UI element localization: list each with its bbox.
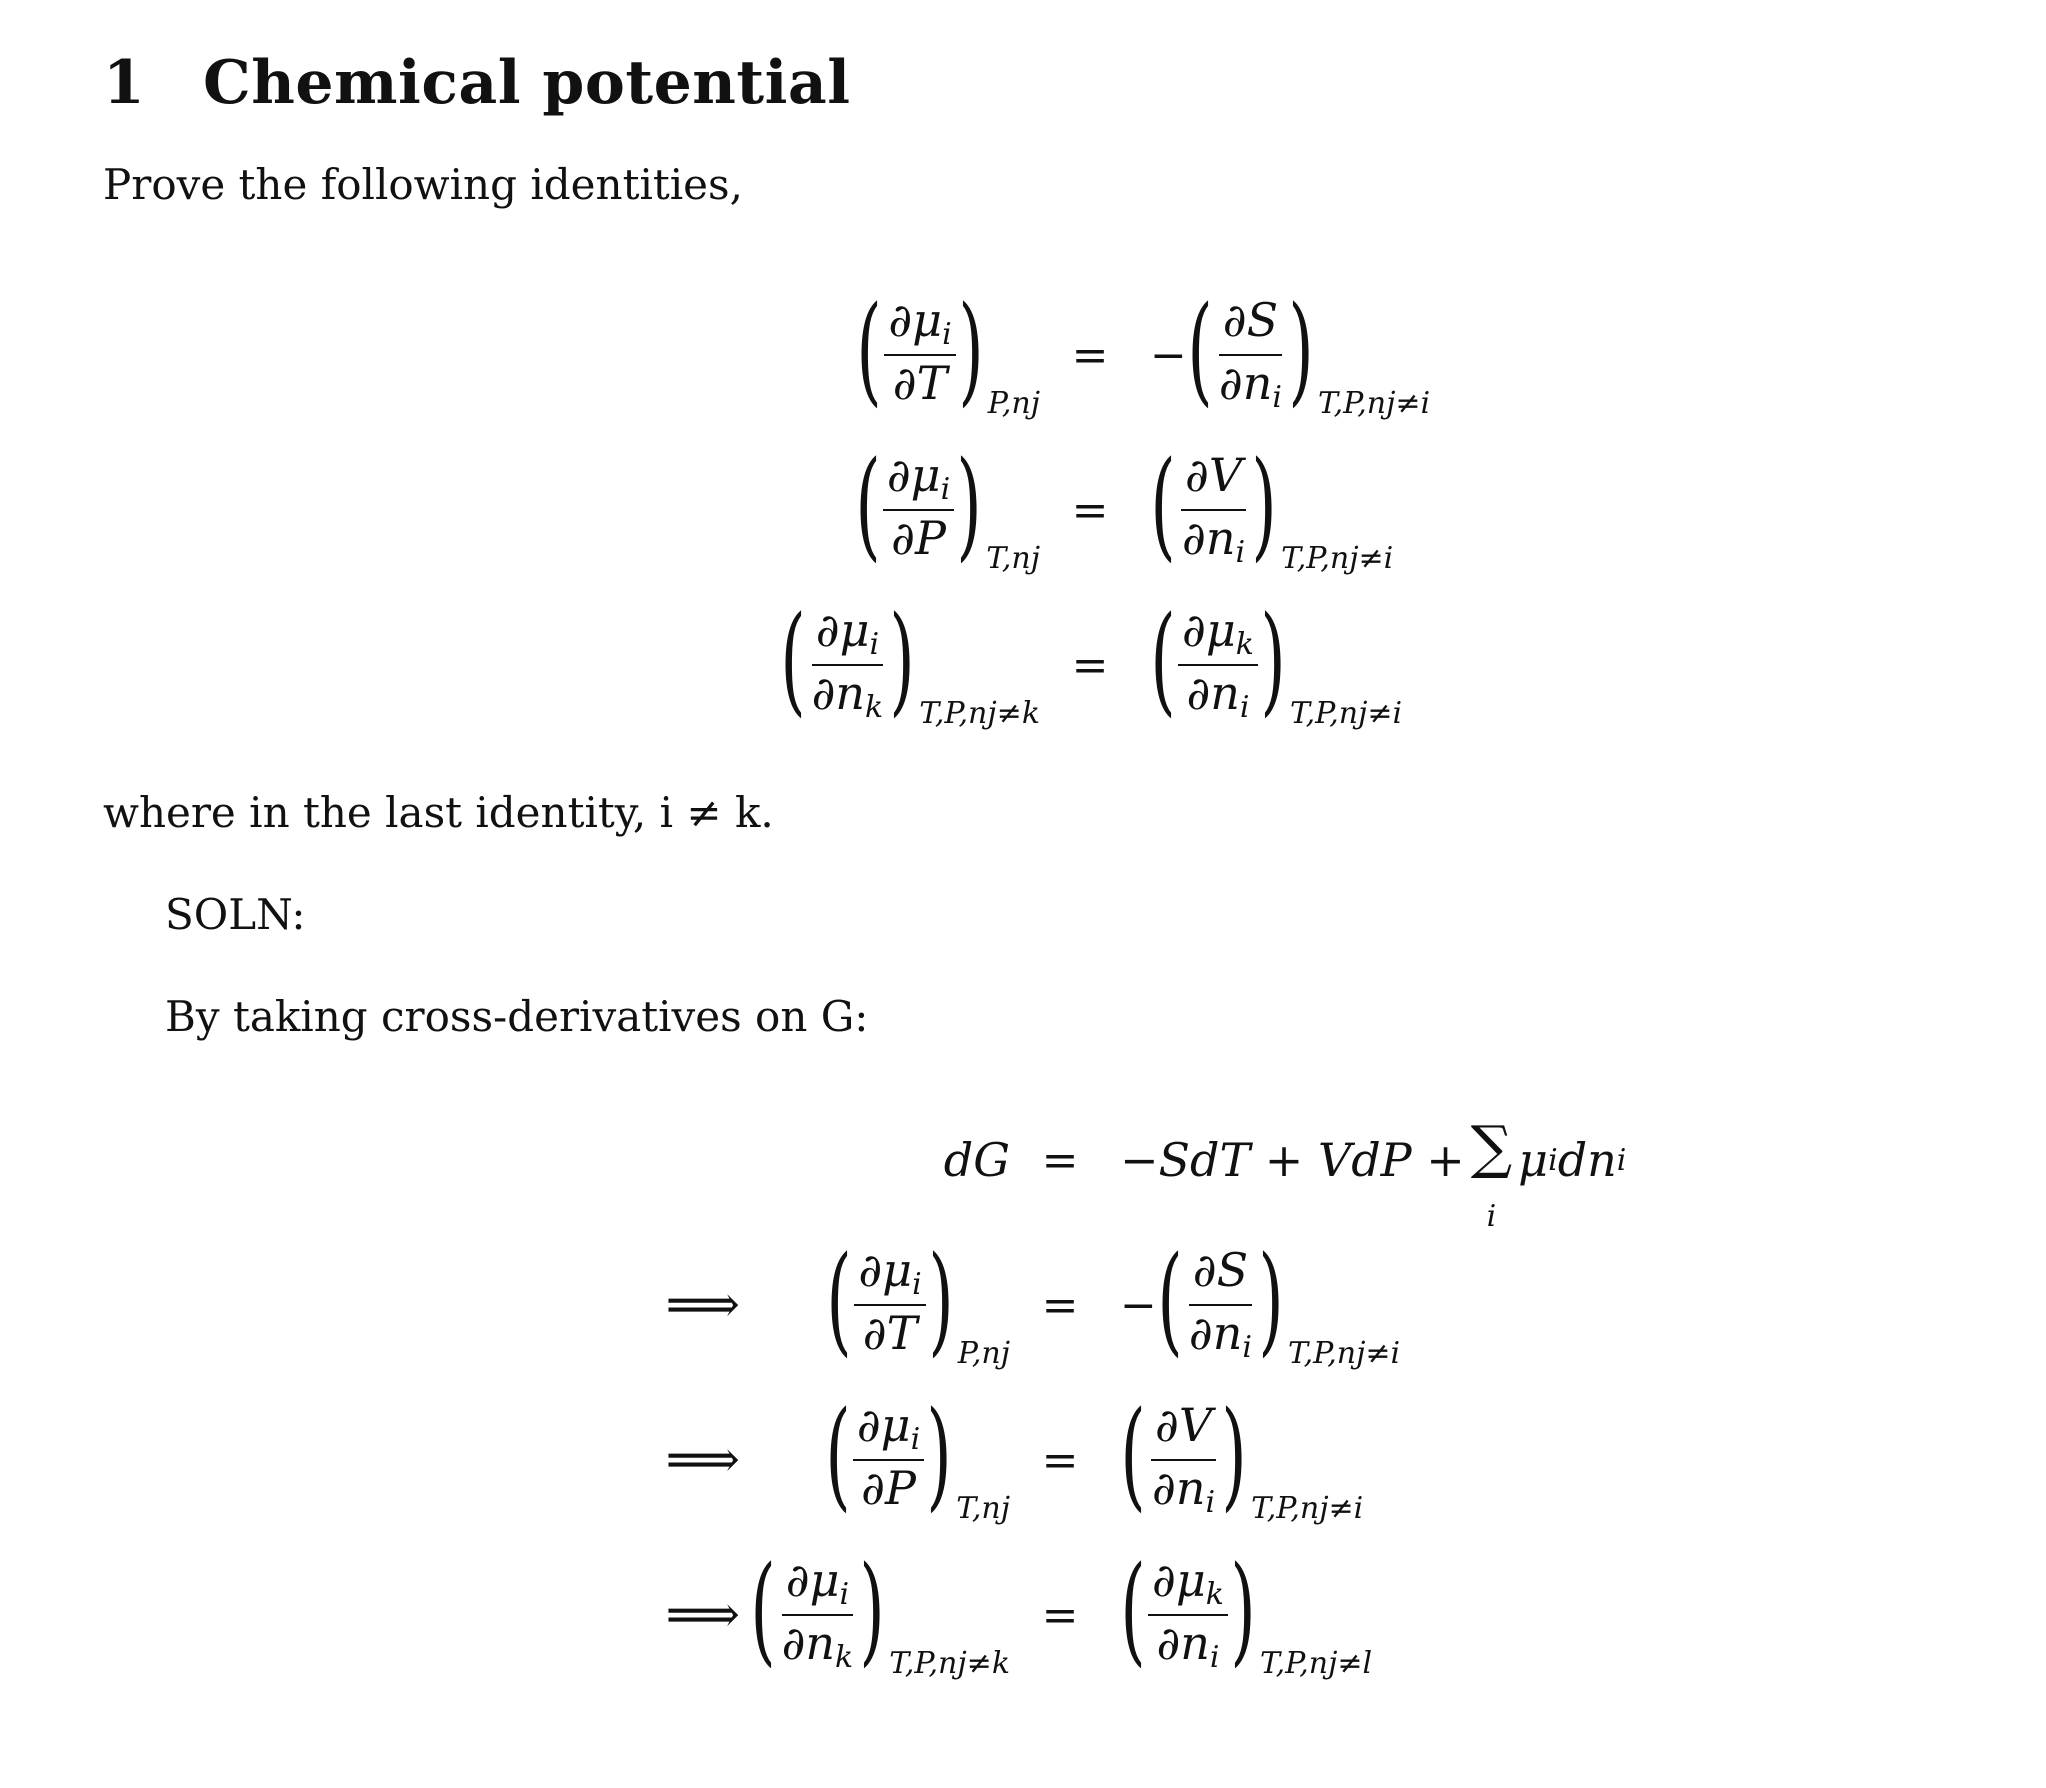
- lhs-numerator: [854, 1242, 925, 1306]
- lhs-held-constant: P,nj: [987, 386, 1040, 421]
- lhs-numerator-subscript: i: [942, 316, 952, 352]
- lhs-denominator-text: ∂n: [781, 1616, 836, 1670]
- dg-equals: =: [1041, 1134, 1079, 1186]
- rhs-numerator: [1148, 1552, 1228, 1616]
- dg-lhs: dG: [943, 1133, 1010, 1187]
- rhs-denominator-subscript: i: [1242, 1330, 1252, 1365]
- equation-rhs: [1150, 590, 1403, 735]
- lhs-fraction: [848, 1242, 931, 1365]
- right-paren: ): [1221, 1385, 1247, 1523]
- equation-rhs: [1150, 435, 1394, 580]
- equals-sign: =: [1071, 329, 1109, 381]
- equation-lhs: [670, 1385, 1010, 1530]
- sum-operator: [1470, 1113, 1513, 1234]
- lhs-derivative: [779, 590, 915, 728]
- lhs-denominator: [887, 511, 950, 569]
- left-paren: (: [1150, 590, 1176, 728]
- dg-mu-sub: i: [1548, 1142, 1558, 1178]
- lhs-numerator: [853, 1397, 924, 1461]
- lhs-held-constant: T,P,nj≠k: [919, 696, 1040, 731]
- equation-lhs: [700, 280, 1040, 425]
- lhs-numerator-subscript: i: [912, 1266, 922, 1302]
- rhs-denominator-text: ∂n: [1188, 1306, 1243, 1360]
- rhs-denominator-subscript: i: [1205, 1485, 1216, 1520]
- lhs-denominator-subscript: k: [865, 690, 884, 725]
- rhs-numerator-text: ∂V: [1155, 1397, 1213, 1452]
- lhs-derivative: [826, 1230, 954, 1368]
- section-heading: [103, 48, 851, 118]
- lhs-numerator-text: ∂μ: [785, 1552, 840, 1607]
- lhs-numerator-subscript: i: [910, 1421, 921, 1457]
- rhs-numerator-text: ∂S: [1222, 292, 1279, 347]
- section-number: 1: [103, 48, 146, 118]
- rhs-derivative: [1150, 590, 1286, 728]
- left-paren: (: [779, 590, 806, 728]
- rhs-fraction: [1142, 1552, 1234, 1675]
- right-paren: ): [926, 1385, 952, 1523]
- minus-sign: −: [1150, 329, 1187, 381]
- equation-rhs: [1120, 1230, 1401, 1375]
- rhs-held-constant: T,P,nj≠i: [1289, 696, 1403, 731]
- right-paren: ): [889, 590, 915, 728]
- lhs-derivative: [856, 280, 984, 418]
- rhs-denominator-subscript: i: [1235, 535, 1246, 570]
- right-paren: ): [1260, 590, 1286, 728]
- lhs-denominator-text: ∂P: [861, 1461, 916, 1515]
- rhs-denominator: [1185, 1306, 1256, 1364]
- rhs-denominator-text: ∂n: [1186, 666, 1240, 720]
- rhs-derivative: [1120, 1385, 1247, 1523]
- equals-sign: =: [1041, 1434, 1079, 1486]
- soln-label: SOLN:: [165, 890, 306, 939]
- equation-lhs: [700, 435, 1040, 580]
- rhs-held-constant: T,P,nj≠i: [1281, 541, 1394, 576]
- rhs-numerator: [1189, 1242, 1252, 1306]
- rhs-derivative: [1187, 280, 1314, 418]
- lhs-numerator-text: ∂μ: [858, 1242, 913, 1297]
- right-paren: ): [1258, 1230, 1284, 1368]
- rhs-numerator: [1181, 447, 1246, 511]
- lhs-numerator: [883, 447, 954, 511]
- rhs-numerator-text: ∂S: [1192, 1242, 1249, 1297]
- lhs-derivative: [749, 1540, 885, 1678]
- rhs-derivative: [1120, 1540, 1256, 1678]
- equation-lhs: [700, 590, 1040, 735]
- dg-mu: μ: [1518, 1133, 1549, 1187]
- lhs-numerator-subscript: i: [940, 471, 951, 507]
- equation-lhs: [670, 1540, 1010, 1685]
- dg-dn-sub: i: [1616, 1142, 1627, 1178]
- rhs-denominator-subscript: i: [1239, 690, 1250, 725]
- right-paren: ): [1230, 1540, 1256, 1678]
- lhs-numerator: [884, 292, 955, 356]
- rhs-denominator-subscript: i: [1209, 1640, 1220, 1675]
- lhs-numerator-subscript: i: [839, 1576, 850, 1612]
- implies-arrow: ⟹: [665, 1430, 740, 1490]
- rhs-fraction: [1209, 292, 1292, 415]
- minus-sign: −: [1120, 1279, 1157, 1331]
- lhs-fraction: [772, 1552, 864, 1675]
- right-paren: ): [1251, 435, 1277, 573]
- lhs-held-constant: T,P,nj≠k: [889, 1646, 1010, 1681]
- rhs-fraction: [1172, 447, 1255, 570]
- rhs-denominator: [1148, 1461, 1219, 1519]
- lhs-derivative: [825, 1385, 952, 1523]
- rhs-denominator-text: ∂n: [1152, 1461, 1206, 1515]
- lhs-numerator-subscript: i: [869, 626, 880, 662]
- lhs-fraction: [802, 602, 894, 725]
- right-paren: ): [956, 435, 982, 573]
- rhs-derivative: [1157, 1230, 1284, 1368]
- rhs-held-constant: T,P,nj≠i: [1318, 386, 1431, 421]
- left-paren: (: [749, 1540, 776, 1678]
- lhs-fraction: [877, 447, 960, 570]
- lhs-denominator-subscript: k: [835, 1640, 854, 1675]
- dg-rhs-terms: −SdT + VdP +: [1120, 1133, 1465, 1187]
- dg-rhs: [1120, 1113, 1627, 1234]
- left-paren: (: [855, 435, 881, 573]
- note-text: where in the last identity, i ≠ k.: [103, 788, 774, 837]
- rhs-numerator: [1219, 292, 1282, 356]
- left-paren: (: [1150, 435, 1176, 573]
- lhs-numerator: [782, 1552, 853, 1616]
- lhs-held-constant: P,nj: [957, 1336, 1010, 1371]
- rhs-held-constant: T,P,nj≠i: [1288, 1336, 1401, 1371]
- dg-equation: [0, 1113, 2046, 1234]
- rhs-numerator-text: ∂V: [1185, 447, 1243, 502]
- intro-text: Prove the following identities,: [103, 160, 743, 209]
- lhs-denominator: [808, 666, 888, 724]
- rhs-held-constant: T,P,nj≠l: [1259, 1646, 1373, 1681]
- lhs-held-constant: T,nj: [986, 541, 1040, 576]
- rhs-denominator-text: ∂n: [1218, 356, 1273, 410]
- rhs-numerator: [1178, 602, 1258, 666]
- lhs-denominator: [857, 1461, 920, 1519]
- lhs-denominator: [859, 1306, 921, 1364]
- equation-rhs: [1150, 280, 1431, 425]
- left-paren: (: [1157, 1230, 1183, 1368]
- lhs-denominator-text: ∂T: [862, 1306, 918, 1360]
- lhs-derivative: [855, 435, 982, 573]
- lhs-denominator: [889, 356, 951, 414]
- rhs-denominator: [1152, 1616, 1223, 1674]
- lhs-denominator-text: ∂P: [891, 511, 946, 565]
- rhs-fraction: [1172, 602, 1264, 725]
- lhs-denominator: [778, 1616, 858, 1674]
- lhs-numerator-text: ∂μ: [815, 602, 870, 657]
- rhs-held-constant: T,P,nj≠i: [1251, 1491, 1364, 1526]
- equals-sign: =: [1041, 1279, 1079, 1331]
- cross-text: By taking cross-derivatives on G:: [165, 992, 869, 1041]
- implies-arrow: ⟹: [665, 1585, 740, 1645]
- right-paren: ): [958, 280, 984, 418]
- dg-dn: dn: [1557, 1133, 1617, 1187]
- sum-index: i: [1486, 1199, 1497, 1234]
- equation-lhs: [670, 1230, 1010, 1375]
- lhs-numerator-text: ∂μ: [856, 1397, 911, 1452]
- implies-arrow: ⟹: [665, 1275, 740, 1335]
- lhs-fraction: [878, 292, 961, 415]
- rhs-numerator-text: ∂μ: [1182, 602, 1236, 657]
- equals-sign: =: [1071, 484, 1109, 536]
- right-paren: ): [1288, 280, 1314, 418]
- rhs-denominator: [1215, 356, 1286, 414]
- equation-rhs: [1120, 1385, 1364, 1530]
- equals-sign: =: [1071, 639, 1109, 691]
- right-paren: ): [859, 1540, 885, 1678]
- rhs-denominator-text: ∂n: [1182, 511, 1236, 565]
- rhs-denominator: [1182, 666, 1253, 724]
- lhs-numerator-text: ∂μ: [888, 292, 943, 347]
- rhs-numerator-subscript: k: [1205, 1576, 1224, 1612]
- lhs-denominator-text: ∂T: [892, 356, 948, 410]
- section-title: Chemical potential: [203, 48, 851, 118]
- left-paren: (: [1120, 1540, 1146, 1678]
- left-paren: (: [825, 1385, 851, 1523]
- lhs-numerator: [812, 602, 883, 666]
- rhs-numerator-subscript: k: [1235, 626, 1254, 662]
- right-paren: ): [928, 1230, 954, 1368]
- rhs-derivative: [1150, 435, 1277, 573]
- left-paren: (: [1120, 1385, 1146, 1523]
- rhs-denominator-text: ∂n: [1156, 1616, 1210, 1670]
- rhs-numerator-text: ∂μ: [1152, 1552, 1206, 1607]
- left-paren: (: [1187, 280, 1213, 418]
- rhs-denominator-subscript: i: [1272, 380, 1282, 415]
- sum-symbol: ∑: [1470, 1113, 1513, 1181]
- lhs-fraction: [847, 1397, 930, 1520]
- rhs-fraction: [1179, 1242, 1262, 1365]
- lhs-held-constant: T,nj: [956, 1491, 1010, 1526]
- rhs-fraction: [1142, 1397, 1225, 1520]
- rhs-denominator: [1178, 511, 1249, 569]
- left-paren: (: [826, 1230, 853, 1368]
- left-paren: (: [856, 280, 883, 418]
- lhs-denominator-text: ∂n: [811, 666, 866, 720]
- equation-rhs: [1120, 1540, 1373, 1685]
- lhs-numerator-text: ∂μ: [886, 447, 941, 502]
- rhs-numerator: [1151, 1397, 1216, 1461]
- equals-sign: =: [1041, 1589, 1079, 1641]
